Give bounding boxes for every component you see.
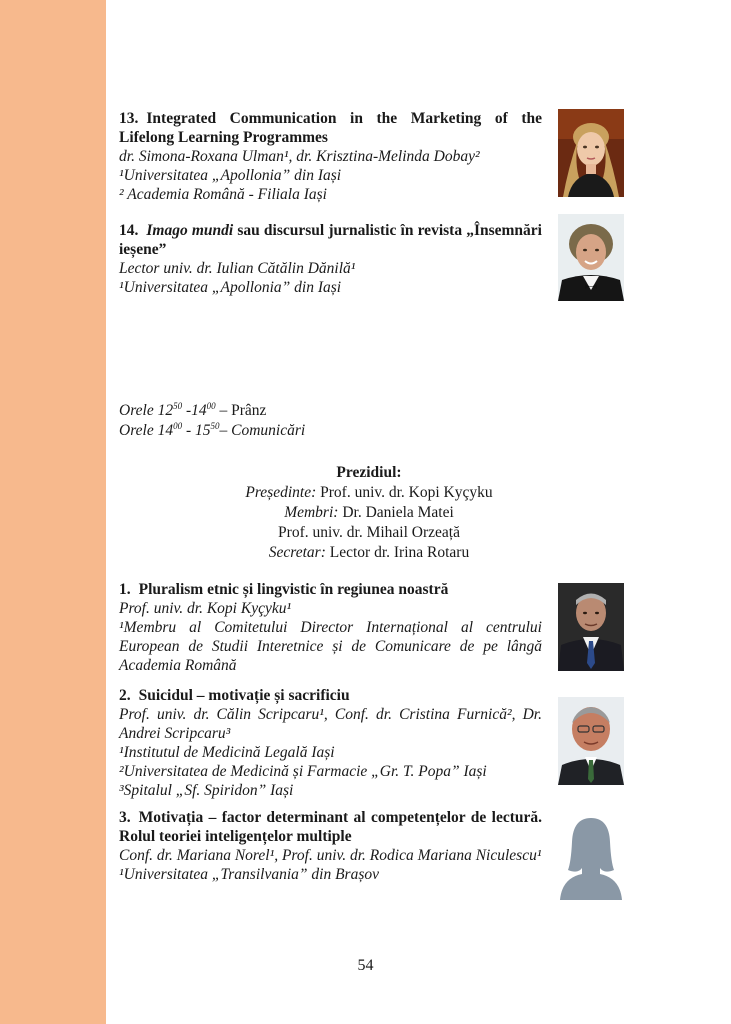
person-name: Lector dr. Irina Rotaru — [325, 544, 470, 561]
person-name: Dr. Daniela Matei — [338, 504, 454, 521]
placeholder-avatar-icon — [558, 812, 624, 900]
schedule-sup: 00 — [206, 400, 216, 411]
presidium-heading: Prezidiul: — [336, 464, 402, 481]
entry-number: 1. — [119, 581, 131, 598]
entry-affiliation: ³Spitalul „Sf. Spiridon” Iași — [119, 782, 294, 799]
entry-number: 13. — [119, 110, 139, 127]
page-sidebar-band — [0, 0, 106, 1024]
program-entry — [119, 109, 542, 204]
program-entry — [119, 580, 542, 675]
entry-authors: Lector univ. dr. Iulian Cătălin Dănilă¹ — [119, 260, 356, 277]
entry-affiliation: ¹Membru al Comitetului Director Internațional al centrului European de Studii Interetnice și de Comunicare de pe lângă Academia Română — [119, 619, 542, 674]
speaker-photo — [558, 697, 624, 785]
schedule-label: – Comunicări — [219, 422, 306, 439]
presidium-member: Prof. univ. dr. Mihail Orzeață — [278, 524, 460, 541]
presidium-members — [119, 503, 619, 523]
speaker-photo — [558, 109, 624, 197]
schedule-sup: 50 — [210, 420, 220, 431]
role-label: Membri: — [284, 504, 339, 521]
schedule-sup: 50 — [173, 400, 183, 411]
speaker-photo — [558, 214, 624, 301]
entry-affiliation: ¹Universitatea „Apollonia” din Iași — [119, 279, 342, 296]
entry-title-text: Integrated Communication in the Marketing of the Lifelong Learning Programmes — [119, 110, 542, 146]
program-entry — [119, 686, 542, 800]
entry-title — [119, 686, 542, 705]
entry-title-text: Motivația – factor determinant al competențelor de lectură. Rolul teoriei inteligențelor multiple — [119, 809, 542, 845]
entry-title-italic: Imago mundi — [146, 222, 234, 239]
schedule-sup: 00 — [173, 420, 183, 431]
schedule-block — [119, 401, 305, 441]
page-number: 54 — [357, 957, 374, 974]
entry-affiliation: ¹Institutul de Medicină Legală Iași — [119, 744, 335, 761]
entry-title — [119, 109, 542, 147]
schedule-text: -14 — [182, 402, 207, 419]
entry-number: 2. — [119, 687, 131, 704]
entry-affiliation: ²Universitatea de Medicină și Farmacie „Gr. T. Popa” Iași — [119, 763, 487, 780]
schedule-line-talks — [119, 421, 305, 441]
entry-authors: Prof. univ. dr. Călin Scripcaru¹, Conf. dr. Cristina Furnică², Dr. Andrei Scripcaru³ — [119, 706, 542, 742]
speaker-photo — [558, 583, 624, 671]
entry-authors: Conf. dr. Mariana Norel¹, Prof. univ. dr. Rodica Mariana Niculescu¹ — [119, 847, 542, 864]
schedule-line-lunch — [119, 401, 305, 421]
schedule-text: Orele 14 — [119, 422, 174, 439]
entry-title-text: Suicidul – motivație și sacrificiu — [138, 687, 350, 704]
program-entry — [119, 808, 542, 884]
schedule-text: – — [215, 402, 232, 419]
entry-affiliation: ¹Universitatea „Transilvania” din Brașov — [119, 866, 379, 883]
presidium-president — [119, 483, 619, 503]
entry-authors: Prof. univ. dr. Kopi Kyçyku¹ — [119, 600, 292, 617]
presidium-block — [119, 463, 619, 563]
schedule-text: Orele 12 — [119, 402, 174, 419]
presidium-secretary — [119, 543, 619, 563]
entry-title — [119, 221, 542, 259]
entry-title — [119, 580, 542, 599]
schedule-label: Prânz — [231, 402, 267, 419]
role-label: Secretar: — [268, 544, 326, 561]
entry-authors: dr. Simona-Roxana Ulman¹, dr. Krisztina-Melinda Dobay² — [119, 148, 480, 165]
person-name: Prof. univ. dr. Kopi Kyçyku — [316, 484, 493, 501]
entry-title — [119, 808, 542, 846]
program-entry — [119, 221, 542, 297]
entry-number: 3. — [119, 809, 131, 826]
entry-title-text: sau discursul jurnalistic în revista „Însemnări ieșene” — [119, 222, 542, 258]
entry-affiliation: ² Academia Română - Filiala Iași — [119, 186, 327, 203]
entry-title-text: Pluralism etnic și lingvistic în regiunea noastră — [138, 581, 449, 598]
entry-number: 14. — [119, 222, 139, 239]
role-label: Președinte: — [245, 484, 317, 501]
schedule-text: - 15 — [182, 422, 211, 439]
entry-affiliation: ¹Universitatea „Apollonia” din Iași — [119, 167, 342, 184]
